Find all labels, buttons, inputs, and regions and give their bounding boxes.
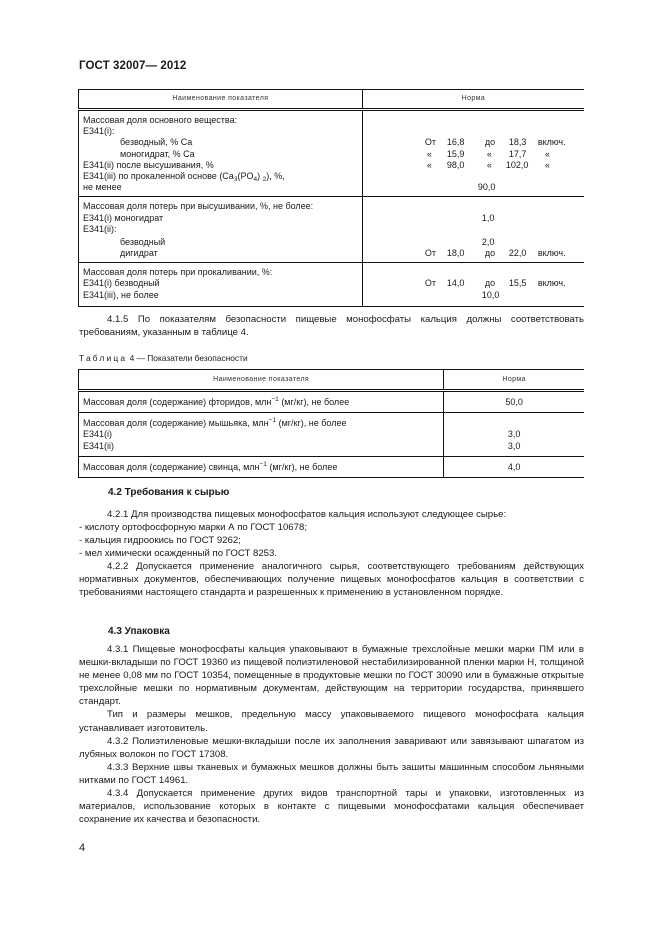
norm-cell bbox=[362, 263, 584, 307]
indicator-text: Массовая доля (содержание) свинца, млн bbox=[83, 461, 260, 472]
paragraph-text: 4.1.5 По показателям безопасности пищевые монофосфаты кальция должны соответствовать требованиям, указанным в таблице 4. bbox=[79, 314, 584, 339]
norm-single bbox=[363, 290, 584, 301]
range-from-value: 16,8 bbox=[446, 137, 465, 148]
table-row bbox=[79, 197, 585, 263]
table-header-row bbox=[79, 90, 585, 110]
page-number: 4 bbox=[79, 842, 86, 854]
range-suffix: « bbox=[544, 148, 550, 159]
document-code-header: ГОСТ 32007— 2012 bbox=[79, 60, 187, 72]
indicator-cell bbox=[79, 263, 363, 307]
norm-value: 10,0 bbox=[481, 289, 500, 300]
norm-value: 50,0 bbox=[444, 391, 584, 413]
paragraph-4-3-2: 4.3.2 Полиэтиленовые мешки-вкладыши после их заполнения заваривают или завязывают шпагатом из лубяных волокон по ГОСТ 17308. bbox=[79, 735, 584, 760]
norm-range bbox=[363, 278, 584, 289]
range-to-value: 22,0 bbox=[508, 247, 527, 258]
indicator-subline: E341(ii) bbox=[83, 440, 115, 451]
paragraph-4-2-2 bbox=[79, 560, 584, 599]
paragraph-4-3-1: 4.3.1 Пищевые монофосфаты кальция упаковывают в бумажные трехслойные мешки марки ПМ или в мешки-вкладыши по ГОСТ 19360 из пищевой полиэтиленовой нестабилизированной пленки марки Н, толщиной не менее 0,08 мм по ГОСТ 10354, помещенные в продуктовые мешки по ГОСТ 30090 или в бумажные открытые трехслойные мешки по нормативным документам, действующим на территории государства, принявшего стандарт. bbox=[79, 644, 584, 708]
indicator-line: E341(ii) после высушивания, % bbox=[83, 159, 214, 170]
superscript: −1 bbox=[271, 396, 279, 403]
list-item: - мел химически осажденный по ГОСТ 8253. bbox=[79, 548, 277, 560]
indicator-cell bbox=[79, 391, 444, 413]
norm-value: 3,0 bbox=[507, 440, 521, 451]
range-suffix: включ. bbox=[537, 137, 566, 148]
indicator-line: не менее bbox=[83, 182, 122, 193]
indicator-text: (мг/кг), не более bbox=[278, 418, 347, 429]
table-3-continuation bbox=[78, 89, 584, 307]
range-to-value: 17,7 bbox=[508, 148, 527, 159]
range-from-value: 98,0 bbox=[446, 159, 465, 170]
indicator-line: E341(i): bbox=[83, 126, 115, 137]
section-title-4-2: 4.2 Требования к сырью bbox=[108, 487, 230, 498]
range-from-label: От bbox=[424, 137, 436, 148]
indicator-subline: E341(i) bbox=[83, 429, 113, 440]
norm-value: 1,0 bbox=[481, 212, 495, 223]
indicator-text: Массовая доля (содержание) фторидов, млн bbox=[83, 397, 272, 407]
table-row bbox=[79, 391, 585, 413]
subscript: 4 bbox=[253, 175, 258, 183]
table-row bbox=[79, 263, 585, 307]
indicator-cell bbox=[79, 456, 444, 477]
indicator-line: моногидрат, % Ca bbox=[120, 148, 195, 159]
section-title-4-3: 4.3 Упаковка bbox=[108, 626, 170, 637]
range-to-label: « bbox=[486, 148, 492, 159]
norm-range bbox=[363, 160, 584, 171]
indicator-line: Массовая доля потерь при прокаливании, %: bbox=[83, 267, 273, 278]
paragraph-4-3-4: 4.3.4 Допускается применение других видов транспортной тары и упаковки, изготовленных из материалов, использование которых в контакте с пищевыми монофосфатами кальция обеспечивает сохранение их качества и безопасности. bbox=[79, 788, 584, 826]
range-from-label: « bbox=[426, 148, 432, 159]
range-suffix: включ. bbox=[537, 278, 566, 289]
norm-cell bbox=[362, 197, 584, 263]
range-suffix: « bbox=[544, 159, 550, 170]
norm-range bbox=[363, 248, 584, 259]
range-from-label: « bbox=[426, 159, 432, 170]
paragraph-4-2-1 bbox=[79, 508, 584, 560]
indicator-line: E341(ii): bbox=[83, 223, 117, 234]
paragraph-text: 4.2.1 Для производства пищевых монофосфатов кальция используют следующее сырье: bbox=[107, 509, 507, 520]
column-header-indicator: Наименование показателя bbox=[79, 370, 444, 391]
range-from-value: 14,0 bbox=[446, 278, 465, 289]
column-header-norm: Норма bbox=[444, 370, 584, 391]
range-to-label: до bbox=[484, 247, 496, 258]
superscript: −1 bbox=[268, 417, 277, 425]
norm-value: 3,0 bbox=[507, 429, 521, 440]
paragraph-4-3-3: 4.3.3 Верхние швы тканевых и бумажных мешков должны быть зашиты машинным способом льняными нитками по ГОСТ 14961. bbox=[79, 761, 584, 786]
range-to-label: « bbox=[486, 159, 492, 170]
norm-range bbox=[363, 137, 584, 148]
range-suffix: включ. bbox=[537, 247, 566, 258]
norm-cell bbox=[362, 110, 584, 197]
norm-range bbox=[363, 149, 584, 160]
indicator-text: (мг/кг), не более bbox=[269, 461, 338, 472]
indicator-line: дигидрат bbox=[120, 248, 158, 259]
norm-cell bbox=[444, 413, 584, 457]
indicator-line: Массовая доля основного вещества: bbox=[83, 115, 238, 125]
caption-title: 4 — Показатели безопасности bbox=[127, 353, 248, 363]
range-from-value: 15,9 bbox=[446, 148, 465, 159]
range-to-value: 102,0 bbox=[505, 159, 529, 170]
formula-part: E341(iii) по прокаленной основе (Ca bbox=[83, 170, 234, 181]
table-header-row bbox=[79, 370, 585, 391]
formula-part: ), %, bbox=[266, 170, 285, 181]
indicator-text: Массовая доля (содержание) мышьяка, млн bbox=[83, 418, 269, 429]
range-from-label: От bbox=[424, 278, 436, 289]
indicator-line: E341(iii), не более bbox=[83, 289, 159, 300]
range-from-value: 18,0 bbox=[446, 247, 465, 258]
norm-single bbox=[363, 213, 584, 224]
paragraph-4-1-5 bbox=[79, 313, 584, 339]
range-to-value: 15,5 bbox=[508, 278, 527, 289]
norm-single bbox=[363, 182, 584, 193]
table-row bbox=[79, 413, 585, 457]
range-from-label: От bbox=[424, 247, 436, 258]
indicator-line-formula bbox=[83, 171, 362, 182]
formula-part: (PO bbox=[237, 170, 254, 181]
norm-value: 2,0 bbox=[481, 236, 495, 247]
list-item: - кислоту ортофосфорную марки А по ГОСТ 10678; bbox=[79, 522, 307, 534]
table-4-caption bbox=[79, 353, 248, 363]
norm-single bbox=[363, 237, 584, 248]
caption-label: Таблица bbox=[79, 353, 128, 363]
indicator-text: (мг/кг), не более bbox=[281, 397, 350, 407]
indicator-line: безводный bbox=[120, 236, 166, 247]
subscript: 3 bbox=[233, 175, 238, 183]
indicator-cell bbox=[79, 110, 363, 197]
paragraph-text: 4.2.2 Допускается применение аналогичного сырья, соответствующего требованиям действующих нормативных документов, обеспечивающих получение пищевых монофосфатов кальция в соответствии с требованиями настоящего стандарта и разрешенных к применению в установленном порядке. bbox=[79, 561, 584, 599]
column-header-indicator: Наименование показателя bbox=[79, 90, 363, 110]
indicator-line: E341(i) безводный bbox=[83, 278, 160, 289]
subscript: 2 bbox=[262, 175, 267, 183]
column-header-norm: Норма bbox=[362, 90, 584, 110]
indicator-line: безводный, % Ca bbox=[120, 137, 193, 148]
indicator-cell bbox=[79, 413, 444, 457]
table-row bbox=[79, 110, 585, 197]
superscript: −1 bbox=[259, 460, 267, 468]
list-item: - кальция гидроокись по ГОСТ 9262; bbox=[79, 535, 241, 547]
indicator-cell bbox=[79, 197, 363, 263]
table-4-safety-indicators bbox=[78, 369, 584, 478]
norm-value: 90,0 bbox=[477, 182, 496, 193]
paragraph-4-3-1-note: Тип и размеры мешков, предельную массу упаковываемого пищевого монофосфата кальция устанавливает изготовитель. bbox=[79, 709, 584, 734]
range-to-value: 18,3 bbox=[508, 137, 527, 148]
formula-part: ) bbox=[257, 170, 263, 181]
range-to-label: до bbox=[484, 278, 496, 289]
indicator-line: Массовая доля потерь при высушивании, %, не более: bbox=[83, 201, 314, 212]
range-to-label: до bbox=[484, 137, 496, 148]
norm-value: 4,0 bbox=[444, 456, 584, 477]
indicator-line: E341(i) моногидрат bbox=[83, 212, 164, 223]
section-4-3-body bbox=[79, 643, 584, 826]
table-row bbox=[79, 456, 585, 477]
